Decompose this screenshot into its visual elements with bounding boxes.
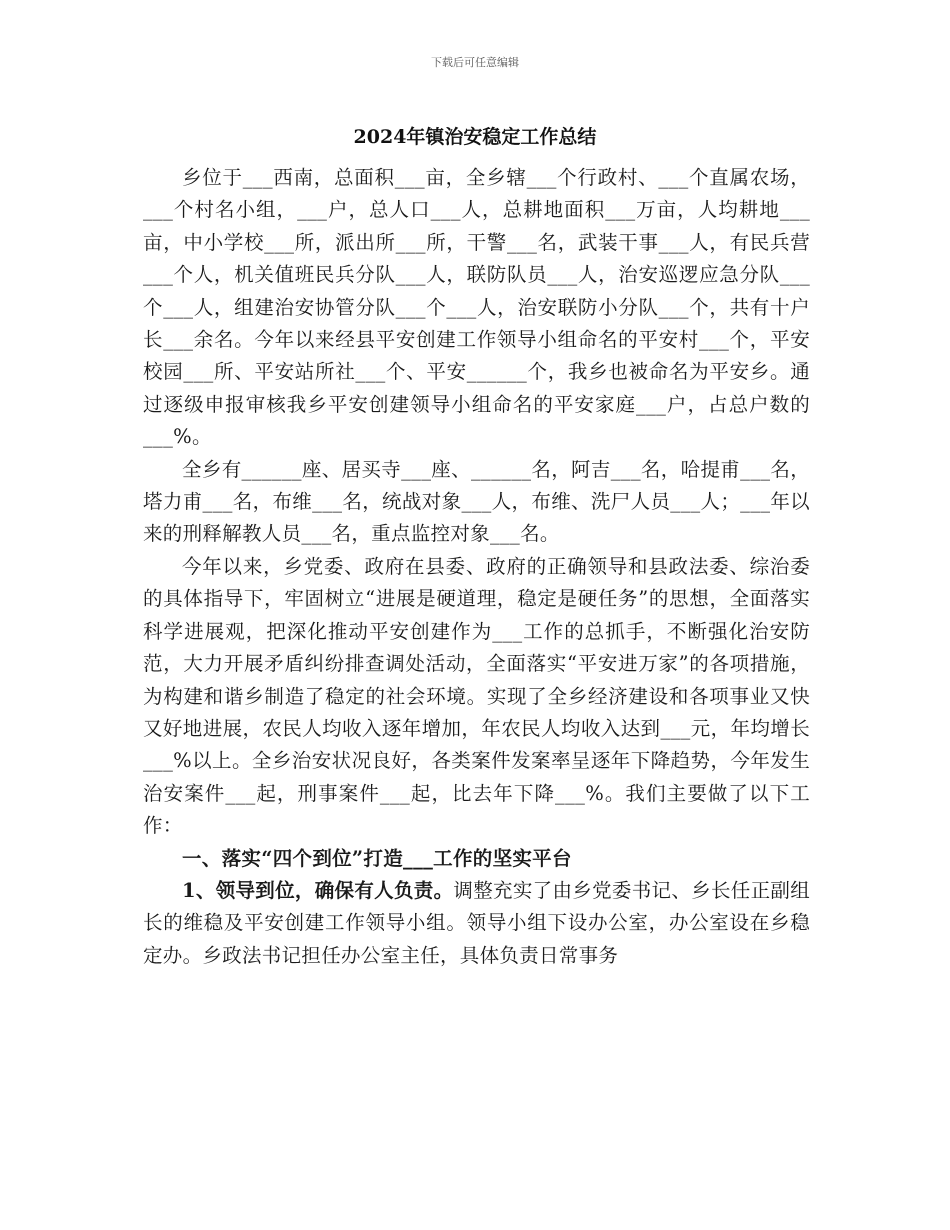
item-1-lead: 1、领导到位，确保有人负责。 xyxy=(182,878,454,902)
paragraph-work-summary: 今年以来，乡党委、政府在县委、政府的正确领导和县政法委、综治委的具体指导下，牢固树立“进展是硬道理，稳定是硬任务”的思想，全面落实科学进展观，把深化推动平安创建作为___工作的总抓手，不断强化治安防范，大力开展矛盾纠纷排查调处活动，全面落实“平安进万家”的各项措施，为构建和谐乡制造了稳定的社会环境。实现了全乡经济建设和各项事业又快又好地进展，农民人均收入逐年增加，年农民人均收入达到___元，年均增长___%以上。全乡治安状况良好，各类案件发案率呈逐年下降趋势，今年发生治安案件___起，刑事案件___起，比去年下降___%。我们主要做了以下工作： xyxy=(143,554,810,838)
header-note: 下载后可任意编辑 xyxy=(431,56,519,69)
paragraph-religious-personnel: 全乡有______座、居买寺___座、______名，阿吉___名，哈提甫___名，塔力甫___名，布维___名，统战对象___人，布维、洗尸人员___人；___年以来的刑释解教人员___名，重点监控对象___名。 xyxy=(143,457,810,546)
paragraph-item-1 xyxy=(143,875,810,972)
item-1-text: 调整充实了由乡党委书记、乡长任正副组长的维稳及平安创建工作领导小组。领导小组下设办公室，办公室设在乡稳定办。乡政法书记担任办公室主任，具体负责日常事务 xyxy=(143,878,810,967)
document-title: 2024年镇治安稳定工作总结 xyxy=(353,126,597,148)
document-body xyxy=(143,162,810,972)
section-heading: 一、落实“四个到位”打造___工作的坚实平台 xyxy=(182,846,572,870)
paragraph-overview: 乡位于___西南，总面积___亩，全乡辖___个行政村、___个直属农场，___个村名小组，___户，总人口___人，总耕地面积___万亩，人均耕地___亩，中小学校___所，派出所___所，干警___名，武装干事___人，有民兵营___个人，机关值班民兵分队___人，联防队员___人，治安巡逻应急分队___个___人，组建治安协管分队___个___人，治安联防小分队___个，共有十户长___余名。今年以来经县平安创建工作领导小组命名的平安村___个，平安校园___所、平安站所社___个、平安______个，我乡也被命名为平安乡。通过逐级申报审核我乡平安创建领导小组命名的平安家庭___户，占总户数的___%。 xyxy=(143,166,810,449)
